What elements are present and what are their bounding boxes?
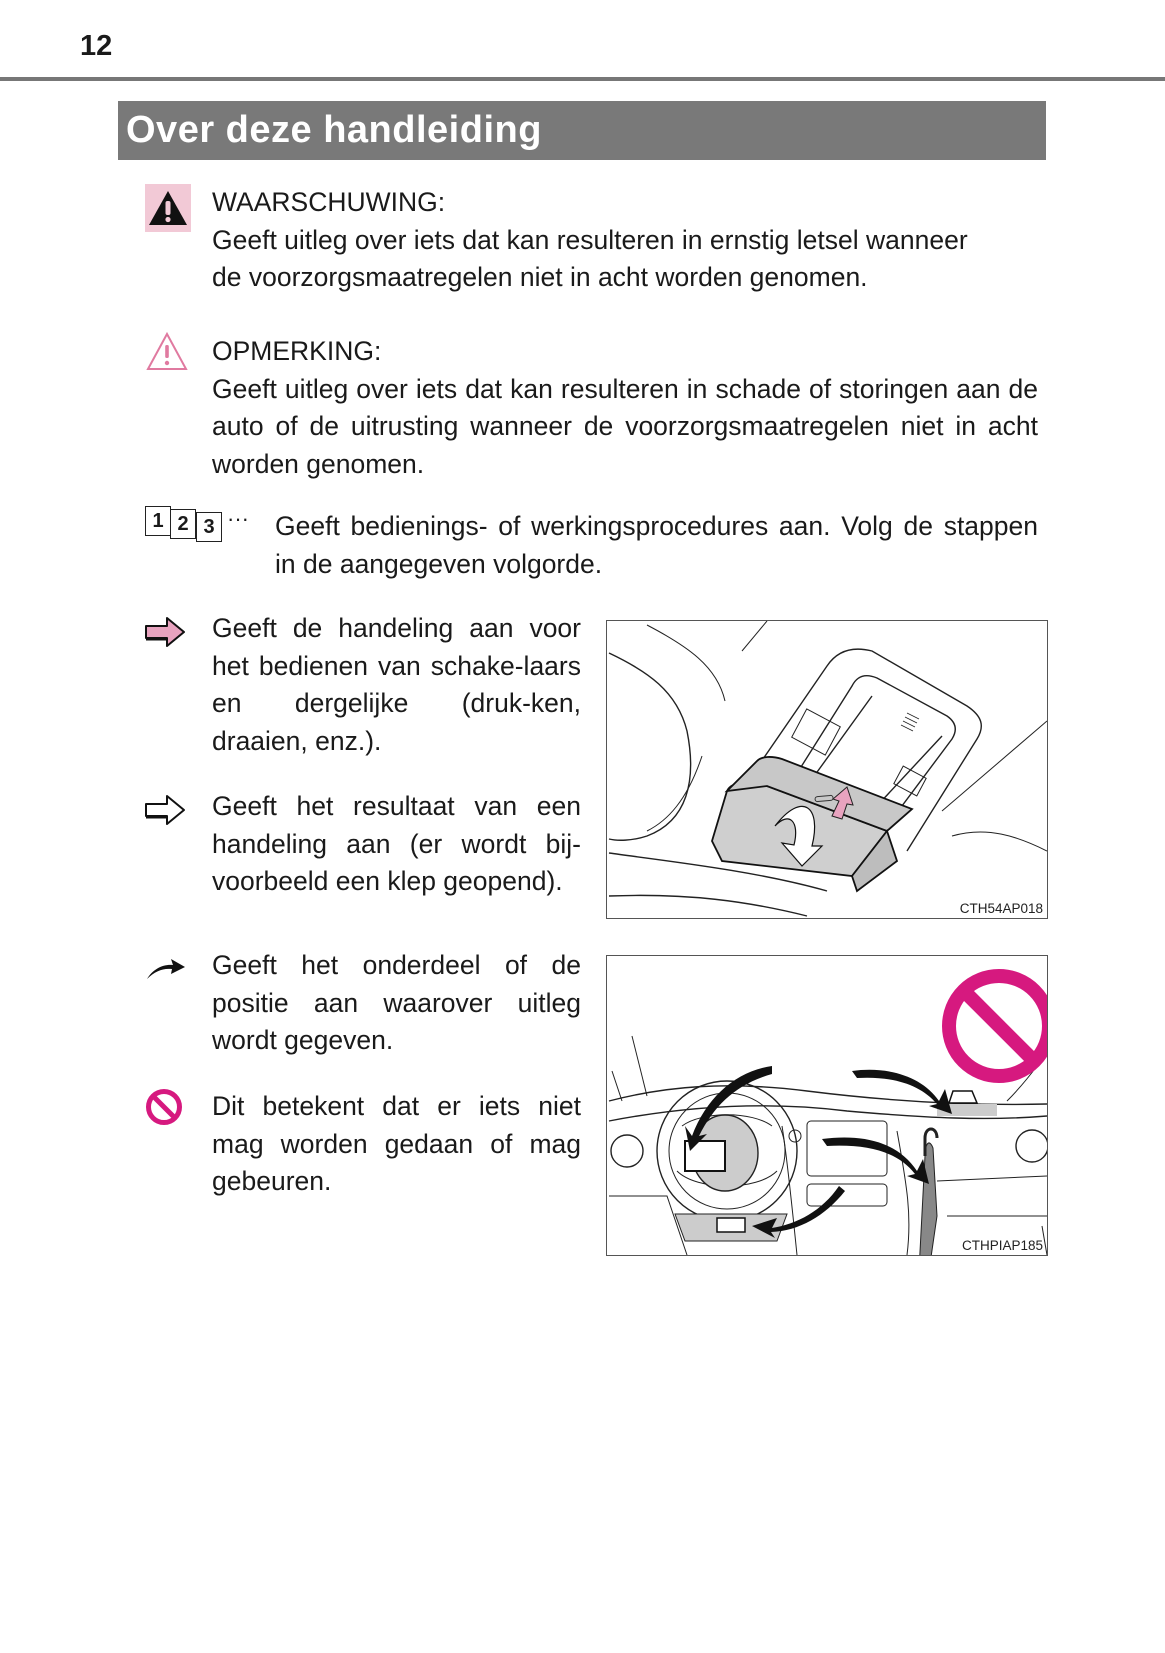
pointer-arrow-icon (145, 955, 187, 988)
prohibition-icon (145, 1088, 183, 1131)
caution-heading: OPMERKING: (212, 336, 382, 366)
result-arrow-icon (145, 793, 187, 832)
section-title: Over deze handleiding (126, 109, 542, 151)
step-box-2: 2 (170, 509, 196, 539)
header-divider (0, 77, 1165, 81)
step-box-3: 3 (196, 512, 222, 542)
caution-text: Geeft uitleg over iets dat kan resulteren in schade of storingen aan de auto of de uitrusting wanneer de voorzorgsmaatregelen niet in acht worden genomen. (212, 373, 1038, 479)
operation-arrow-icon (145, 615, 187, 654)
step-box-1: 1 (145, 506, 171, 536)
warning-line-2: de voorzorgsmaatregelen niet in acht worden genomen. (212, 262, 868, 292)
step-dots: ··· (227, 506, 249, 531)
step-numbers-icon (145, 506, 249, 546)
caution-triangle-icon (145, 331, 189, 378)
steps-text: Geeft bedienings- of werkingsprocedures aan. Volg de stappen in de aangegeven volgorde. (275, 511, 1038, 579)
prohibition-text: Dit betekent dat er iets niet mag worden gedaan of mag gebeuren. (212, 1091, 581, 1196)
section-title-bar (118, 101, 1046, 160)
warning-line-1: Geeft uitleg over iets dat kan resulteren in ernstig letsel wanneer (212, 224, 968, 255)
pointer-text: Geeft het onderdeel of de positie aan waarover uitleg wordt gegeven. (212, 950, 581, 1055)
operation-text: Geeft de handeling aan voor het bedienen van schake-laars en dergelijke (druk-ken, draaien, enz.). (212, 613, 581, 756)
result-text: Geeft het resultaat van een handeling aan (er wordt bij-voorbeeld een klep geopend). (212, 791, 581, 896)
figure-overhead-console (606, 620, 1048, 919)
dashboard-illustration (607, 956, 1047, 1255)
overhead-console-illustration (607, 621, 1047, 918)
page-number: 12 (80, 30, 113, 62)
warning-heading: WAARSCHUWING: (212, 187, 446, 217)
figure-code-2: CTHPIAP185 (961, 1238, 1043, 1253)
figure-dashboard-prohibited (606, 955, 1048, 1256)
figure-code-1: CTH54AP018 (959, 901, 1043, 916)
warning-triangle-icon (145, 184, 191, 237)
